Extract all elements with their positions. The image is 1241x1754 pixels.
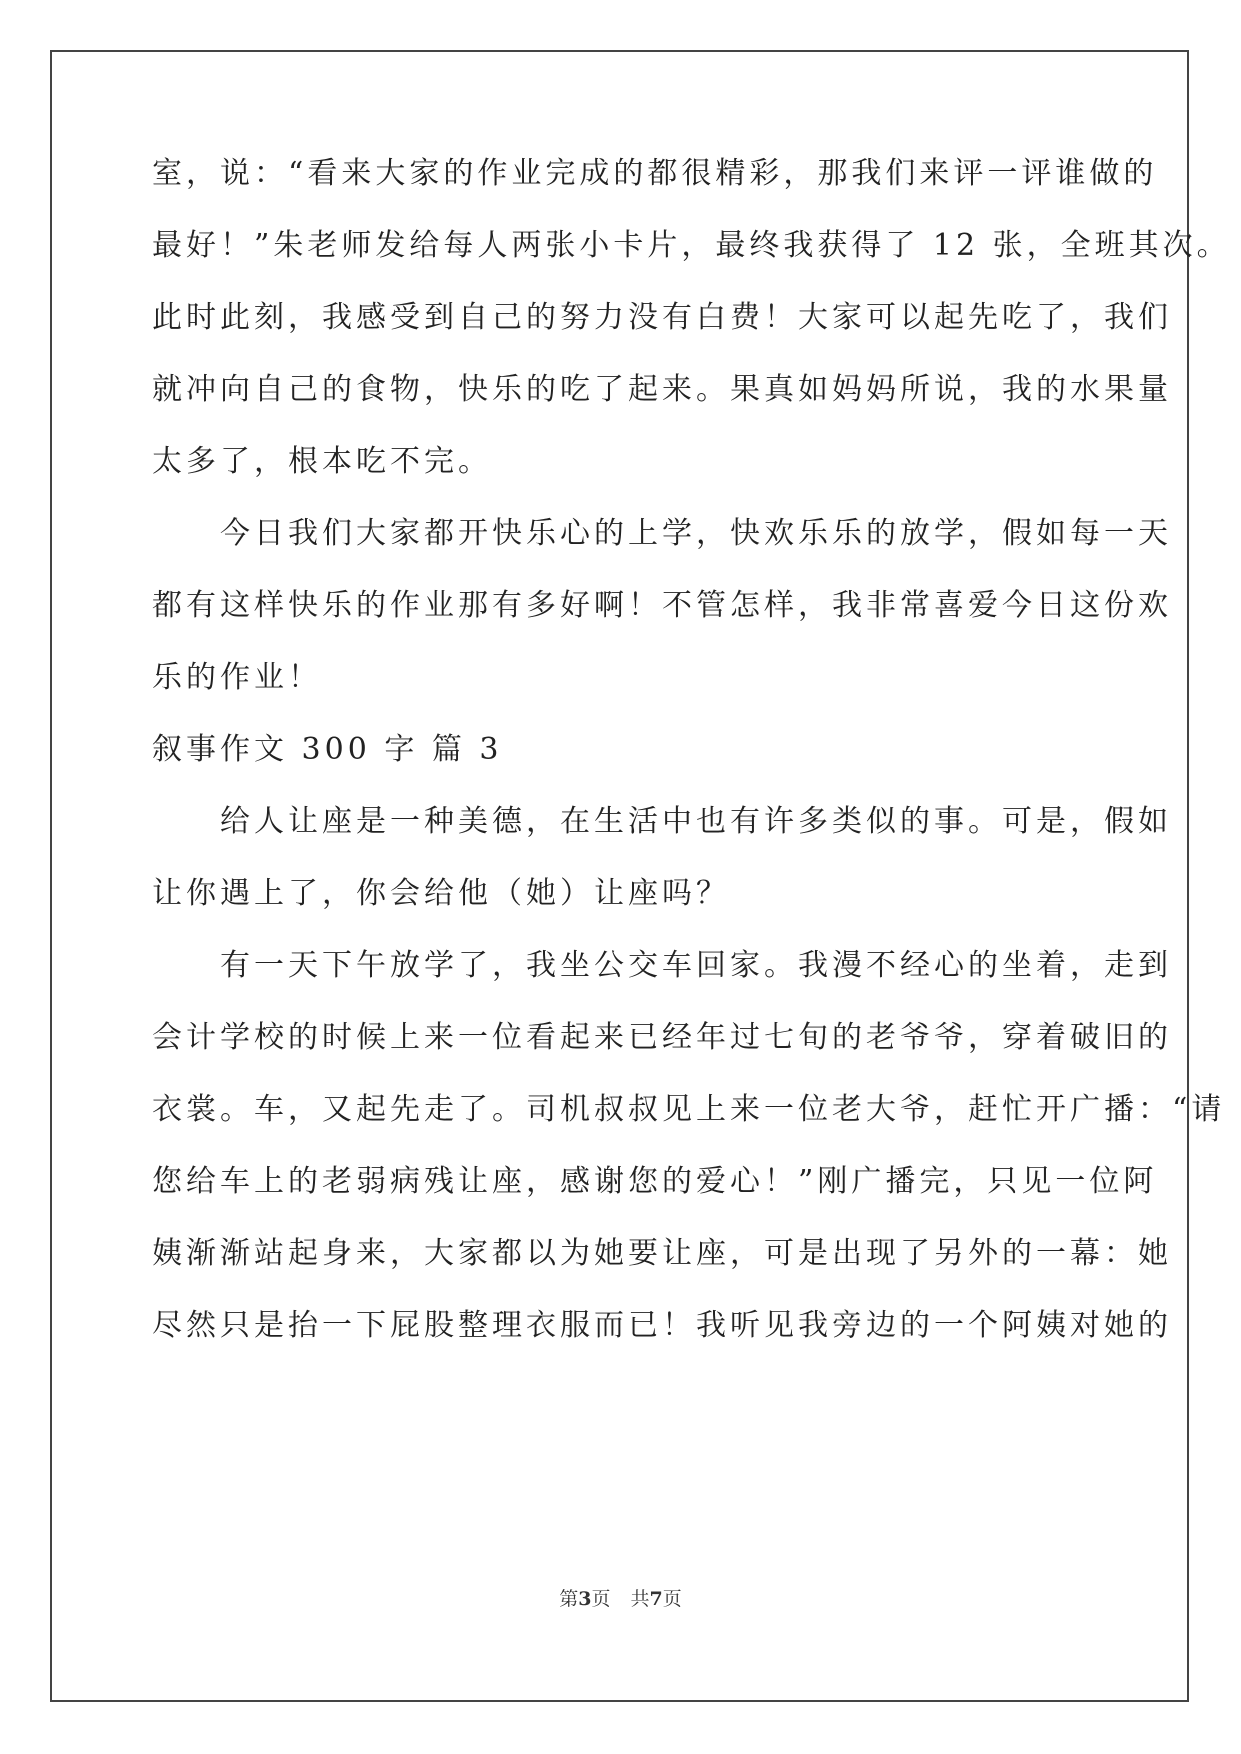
text-line-13: 会计学校的时候上来一位看起来已经年过七旬的老爷爷，穿着破旧的 (152, 1020, 1172, 1055)
text-line-2: 最好！”朱老师发给每人两张小卡片，最终我获得了 12 张，全班其次。 (152, 228, 1231, 263)
text-line-1: 室，说：“看来大家的作业完成的都很精彩，那我们来评一评谁做的 (152, 156, 1158, 191)
text-line-6: 今日我们大家都开快乐心的上学，快欢乐乐的放学，假如每一天 (152, 516, 1172, 551)
page-total: 7 (649, 1588, 663, 1610)
page-current: 3 (578, 1588, 592, 1610)
text-line-3: 此时此刻，我感受到自己的努力没有白费！大家可以起先吃了，我们 (152, 300, 1172, 335)
text-line-14: 衣裳。车，又起先走了。司机叔叔见上来一位老大爷，赶忙开广播：“请 (152, 1092, 1226, 1127)
text-line-4: 就冲向自己的食物，快乐的吃了起来。果真如妈妈所说，我的水果量 (152, 372, 1172, 407)
text-line-15: 您给车上的老弱病残让座，感谢您的爱心！”刚广播完，只见一位阿 (152, 1164, 1158, 1199)
total-suffix: 页 (662, 1588, 682, 1610)
text-line-5: 太多了，根本吃不完。 (152, 444, 492, 479)
page-footer (0, 1586, 1241, 1612)
text-line-12: 有一天下午放学了，我坐公交车回家。我漫不经心的坐着，走到 (152, 948, 1172, 983)
page-suffix: 页 (591, 1588, 611, 1610)
page-prefix: 第 (559, 1588, 579, 1610)
section-heading: 叙事作文 300 字 篇 3 (152, 732, 503, 767)
text-line-10: 给人让座是一种美德，在生活中也有许多类似的事。可是，假如 (152, 804, 1172, 839)
text-line-7: 都有这样快乐的作业那有多好啊！不管怎样，我非常喜爱今日这份欢 (152, 588, 1172, 623)
text-line-8: 乐的作业！ (152, 660, 322, 695)
text-line-11: 让你遇上了，你会给他（她）让座吗？ (152, 876, 730, 911)
text-line-16: 姨渐渐站起身来，大家都以为她要让座，可是出现了另外的一幕：她 (152, 1236, 1172, 1271)
text-line-17: 尽然只是抬一下屁股整理衣服而已！我听见我旁边的一个阿姨对她的 (152, 1308, 1172, 1343)
total-prefix: 共 (630, 1588, 650, 1610)
